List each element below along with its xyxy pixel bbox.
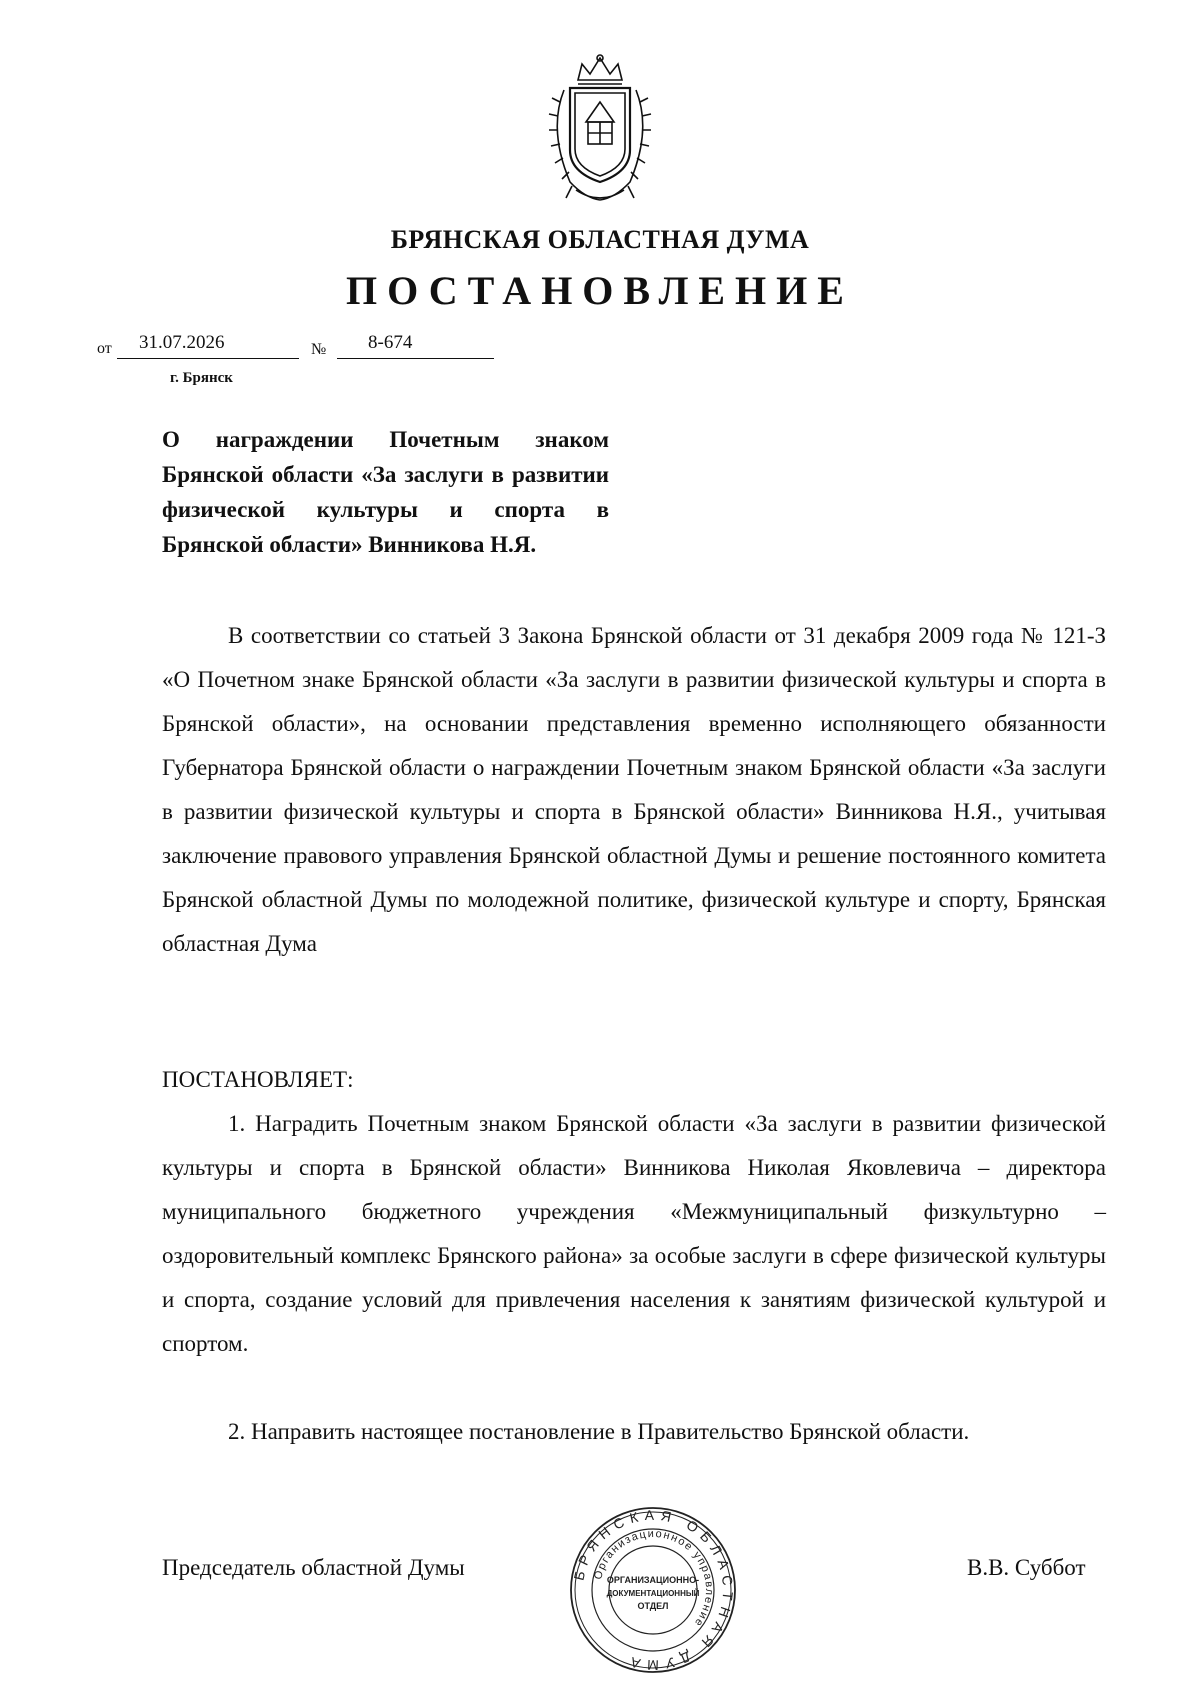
document-subject: О награждении Почетным знаком Брянской области «За заслуги в развитии физической культуры и спорта в Брянской области» Винникова Н.Я. xyxy=(162,427,609,557)
stamp-inner-text: Организационное управление xyxy=(592,1527,716,1630)
city: г. Брянск xyxy=(170,370,233,386)
number-prefix: № xyxy=(311,341,327,358)
date-prefix: от xyxy=(97,340,112,357)
stamp-center-line-1: ОРГАНИЗАЦИОННО- xyxy=(606,1575,700,1585)
signatory-title: Председатель областной Думы xyxy=(162,1555,465,1580)
item-2-paragraph: 2. Направить настоящее постановление в Правительство Брянской области. xyxy=(228,1419,970,1444)
stamp-outer-text: БРЯНСКАЯ ОБЛАСТНАЯ ДУМА xyxy=(570,1506,737,1674)
document-date: 31.07.2026 xyxy=(139,332,225,353)
preamble-paragraph: В соответствии со статьей 3 Закона Брянской области от 31 декабря 2009 года № 121-З «О Почетном знаке Брянской области «За заслуги в развитии физической культуры и спорта в Брянской области», на основании представления временно исполняющего обязанности Губернатора Брянской области о награждении Почетным знаком Брянской области «За заслуги в развитии физической культуры и спорта в Брянской области» Винникова Н.Я., учитывая заключение правового управления Брянской областной Думы и решение постоянного комитета Брянской областной Думы по молодежной политике, физической культуре и спорту, Брянская областная Дума xyxy=(162,623,1106,956)
council-name: БРЯНСКАЯ ОБЛАСТНАЯ ДУМА xyxy=(390,225,810,254)
item-1-paragraph: 1. Наградить Почетным знаком Брянской области «За заслуги в развитии физической культуры и спорта в Брянской области» Винникова Николая Яковлевича – директора муниципального бюджетного учреждения «Межмуниципальный физкультурно – оздоровительный комплекс Брянского района» за особые заслуги в сфере физической культуры и спорта, создание условий для привлечения населения к занятиям физической культурой и спортом. xyxy=(162,1111,1106,1356)
resolves-heading: ПОСТАНОВЛЯЕТ: xyxy=(162,1067,354,1092)
stamp-center-line-2: ДОКУМЕНТАЦИОННЫЙ xyxy=(606,1589,700,1598)
document-type: ПОСТАНОВЛЕНИЕ xyxy=(346,268,854,313)
official-stamp xyxy=(568,1505,738,1675)
stamp-center-line-3: ОТДЕЛ xyxy=(637,1601,669,1611)
document-number: 8-674 xyxy=(368,332,413,353)
signatory-name: В.В. Суббот xyxy=(967,1555,1086,1580)
coat-of-arms-emblem xyxy=(530,50,670,210)
number-line xyxy=(337,357,494,359)
date-line xyxy=(117,357,299,359)
